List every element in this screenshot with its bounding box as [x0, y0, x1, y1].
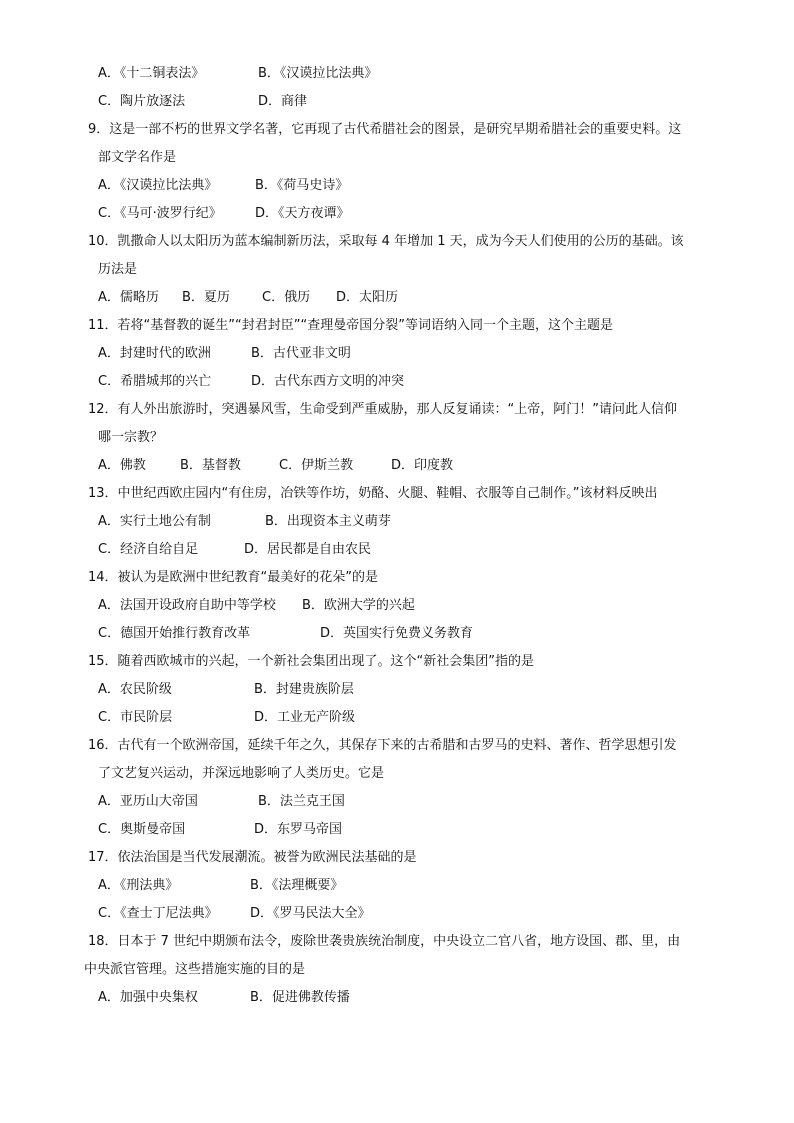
question-text: 12．有人外出旅游时，突遇暴风雪，生命受到严重威胁，那人反复诵读：“上帝，阿门！”请问此人信仰: [88, 402, 678, 417]
answer-options-row: [0, 88, 794, 116]
answer-option: A．亚历山大帝国: [98, 794, 198, 809]
answer-option: D．太阳历: [336, 290, 399, 305]
answer-options-row: [0, 172, 794, 200]
answer-option: B．法兰克王国: [258, 794, 345, 809]
answer-options-row: [0, 676, 794, 704]
question-text: 10．凯撒命人以太阳历为蓝本编制新历法，采取每 4 年增加 1 天，成为今天人们使用的公历的基础。该: [88, 234, 684, 249]
answer-option: D．居民都是自由农民: [244, 542, 372, 557]
answer-option: D．工业无产阶级: [254, 710, 356, 725]
answer-options-row: [0, 872, 794, 900]
answer-option: A．法国开设政府自助中等学校: [98, 598, 276, 613]
question-text: 15．随着西欧城市的兴起，一个新社会集团出现了。这个“新社会集团”指的是: [88, 654, 535, 669]
answer-option: A．实行土地公有制: [98, 514, 211, 529]
question-text: 18．日本于 7 世纪中期颁布法令，废除世袭贵族统治制度，中央设立二官八省，地方设国、郡、里，由: [88, 934, 681, 949]
answer-option: D．《罗马民法大全》: [250, 906, 371, 921]
answer-option: C．俄历: [262, 290, 311, 305]
answer-options-row: [0, 592, 794, 620]
answer-options-row: [0, 900, 794, 928]
answer-options-row: [0, 536, 794, 564]
answer-option: A．佛教: [98, 458, 146, 473]
answer-option: D．古代东西方文明的冲突: [251, 374, 405, 389]
answer-option: C．《马可·波罗行纪》: [98, 206, 222, 221]
answer-option: B．促进佛教传播: [250, 990, 350, 1005]
answer-option: C．奥斯曼帝国: [98, 822, 186, 837]
answer-options-row: [0, 816, 794, 844]
question-text: 13．中世纪西欧庄园内“有住房，冶铁等作坊，奶酪、火腿、鞋帽、衣服等自己制作。”该材料反映出: [88, 486, 658, 501]
answer-options-row: [0, 452, 794, 480]
question-text: 14．被认为是欧洲中世纪教育“最美好的花朵”的是: [88, 570, 379, 585]
question-text: 16．古代有一个欧洲帝国，延续千年之久，其保存下来的古希腊和古罗马的史料、著作、哲学思想引发: [88, 738, 677, 753]
answer-options-row: [0, 508, 794, 536]
question-text-continued: 部文学名作是: [98, 150, 177, 165]
answer-option: B．基督教: [180, 458, 241, 473]
answer-option: A．农民阶级: [98, 682, 172, 697]
answer-option: B．古代亚非文明: [251, 346, 351, 361]
answer-options-row: [0, 984, 794, 1012]
answer-option: C．德国开始推行教育改革: [98, 626, 251, 641]
answer-option: A．《刑法典》: [98, 878, 179, 893]
question-text-continued: 历法是: [98, 262, 138, 277]
answer-option: C．《查士丁尼法典》: [98, 906, 218, 921]
answer-options-row: [0, 620, 794, 648]
question-text: 11．若将“基督教的诞生”“封君封臣”“查理曼帝国分裂”等词语纳入同一个主题，这个主题是: [88, 318, 613, 333]
answer-options-row: [0, 368, 794, 396]
answer-option: A．儒略历: [98, 290, 159, 305]
question-text-continued: 中央派官管理。这些措施实施的目的是: [84, 962, 306, 977]
question-text-continued: 哪一宗教？: [98, 430, 164, 445]
answer-option: C．陶片放逐法: [98, 94, 186, 109]
answer-options-row: [0, 340, 794, 368]
answer-options-row: [0, 284, 794, 312]
answer-option: C．伊斯兰教: [279, 458, 354, 473]
answer-option: A．《十二铜表法》: [98, 66, 205, 81]
answer-option: A．加强中央集权: [98, 990, 198, 1005]
answer-options-row: [0, 788, 794, 816]
question-text: 9．这是一部不朽的世界文学名著，它再现了古代希腊社会的图景，是研究早期希腊社会的重要史料。这: [88, 122, 682, 137]
answer-option: D．英国实行免费义务教育: [320, 626, 474, 641]
answer-option: C．市民阶层: [98, 710, 173, 725]
answer-option: B．欧洲大学的兴起: [302, 598, 415, 613]
answer-option: C．希腊城邦的兴亡: [98, 374, 212, 389]
answer-option: D．商律: [258, 94, 308, 109]
answer-option: D．东罗马帝国: [254, 822, 343, 837]
answer-option: B．夏历: [182, 290, 230, 305]
answer-options-row: [0, 704, 794, 732]
answer-options-row: [0, 200, 794, 228]
question-text: 17．依法治国是当代发展潮流。被誉为欧洲民法基础的是: [88, 850, 417, 865]
answer-option: A．《汉谟拉比法典》: [98, 178, 218, 193]
answer-option: A．封建时代的欧洲: [98, 346, 211, 361]
answer-option: D．印度教: [391, 458, 454, 473]
answer-options-row: [0, 60, 794, 88]
answer-option: D．《天方夜谭》: [255, 206, 350, 221]
answer-option: B．封建贵族阶层: [254, 682, 354, 697]
answer-option: B．《汉谟拉比法典》: [258, 66, 378, 81]
exam-page: [0, 60, 794, 1012]
question-text-continued: 了文艺复兴运动，并深远地影响了人类历史。它是: [98, 766, 385, 781]
answer-option: B．《荷马史诗》: [255, 178, 349, 193]
answer-option: B．出现资本主义萌芽: [265, 514, 391, 529]
answer-option: B．《法理概要》: [250, 878, 344, 893]
answer-option: C．经济自给自足: [98, 542, 199, 557]
